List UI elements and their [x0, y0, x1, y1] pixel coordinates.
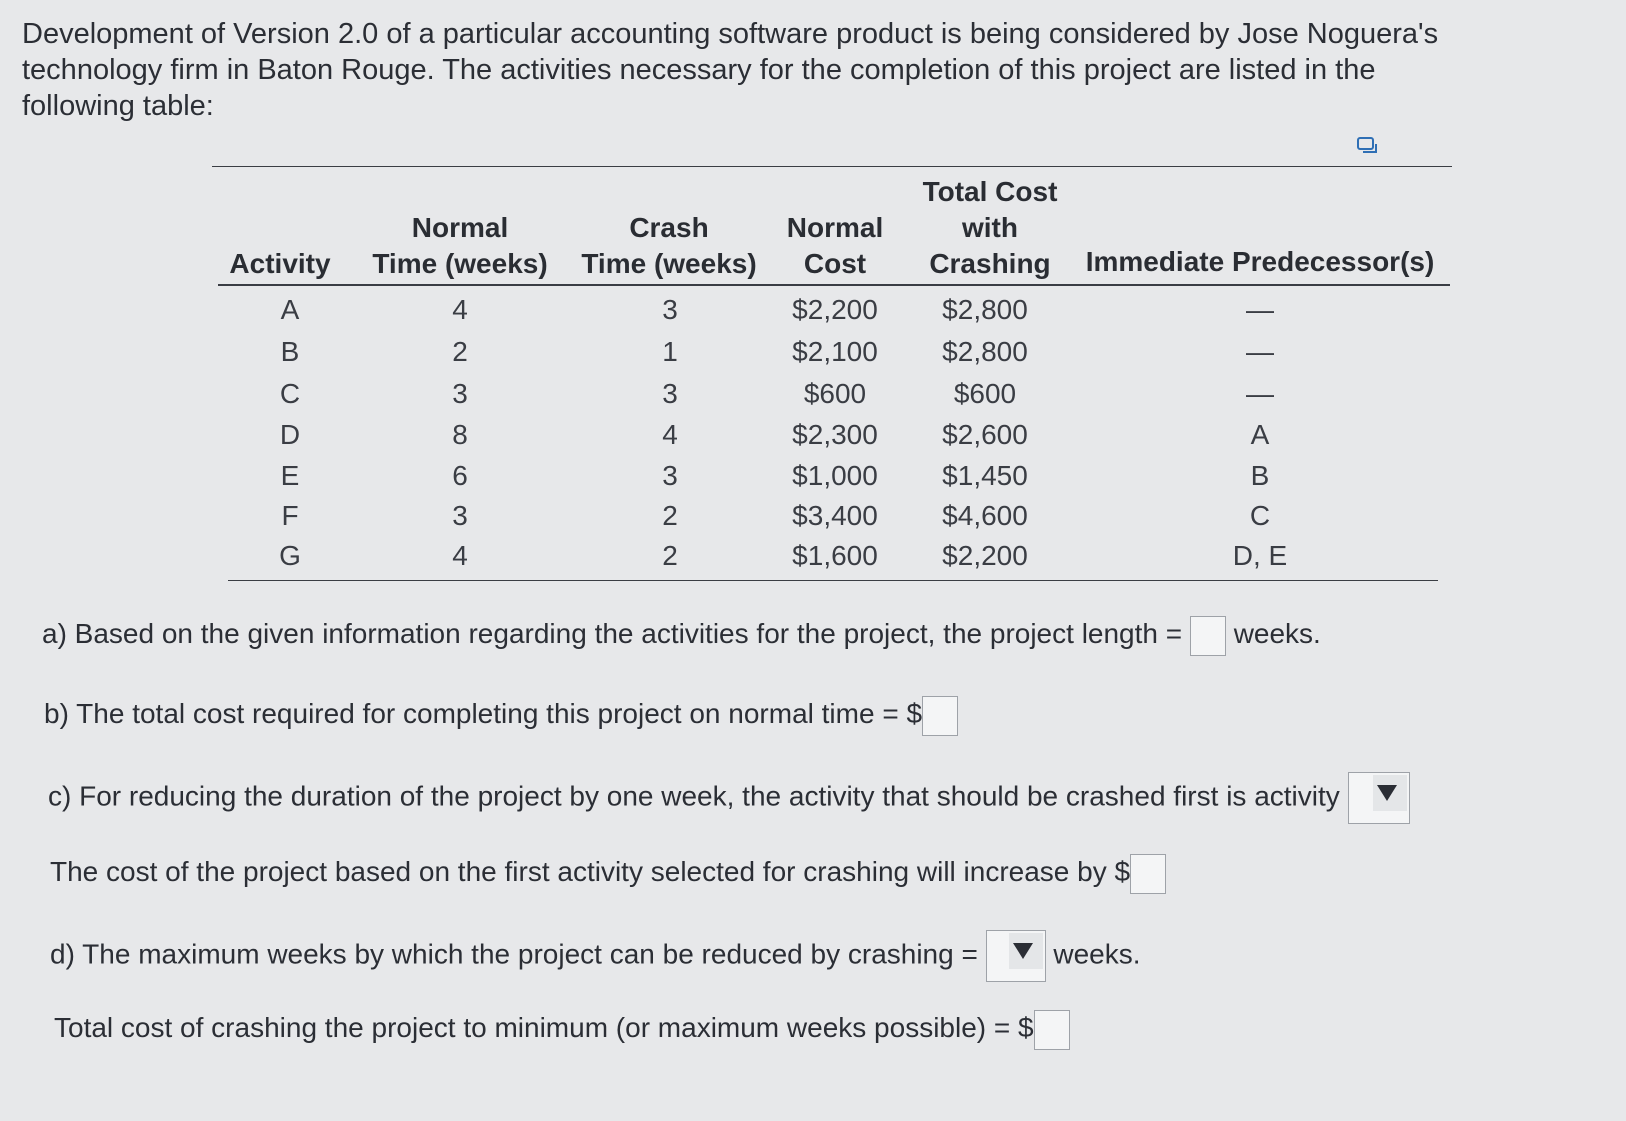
question-e	[54, 1008, 1070, 1050]
header-total-cost-line2: with	[962, 212, 1018, 243]
chevron-down-icon	[1013, 943, 1033, 959]
question-d	[50, 930, 1141, 982]
cell-total-cost: $4,600	[942, 500, 1028, 531]
cell-normal-time: 2	[452, 336, 468, 367]
cost-increase-input[interactable]	[1130, 854, 1166, 894]
cell-normal-cost: $2,100	[792, 336, 878, 367]
question-a-text: a) Based on the given information regarding the activities for the project, the project length =	[42, 618, 1183, 649]
cell-normal-time: 3	[452, 378, 468, 409]
cell-crash-time: 2	[662, 540, 678, 571]
question-a-suffix: weeks.	[1233, 618, 1321, 649]
cell-crash-time: 4	[662, 419, 678, 450]
table-header-rule	[218, 284, 1450, 286]
normal-cost-input[interactable]	[922, 696, 958, 736]
cell-normal-time: 6	[452, 460, 468, 491]
max-weeks-dropdown[interactable]	[986, 930, 1046, 982]
header-predecessors: Immediate Predecessor(s)	[1085, 246, 1435, 277]
cell-normal-time: 3	[452, 500, 468, 531]
cell-predecessors: C	[1249, 500, 1271, 531]
project-length-input[interactable]	[1190, 616, 1226, 656]
question-c	[48, 772, 1410, 824]
cell-normal-time: 8	[452, 419, 468, 450]
cell-activity: D	[279, 419, 301, 450]
header-crash-time-line2: Time (weeks)	[581, 248, 757, 279]
cell-normal-cost: $3,400	[792, 500, 878, 531]
cell-normal-cost: $1,000	[792, 460, 878, 491]
cell-predecessors: A	[1250, 419, 1270, 450]
cell-total-cost: $2,800	[942, 294, 1028, 325]
header-normal-time-line1: Normal	[411, 212, 509, 243]
question-b-text: b) The total cost required for completing this project on normal time = $	[44, 698, 923, 729]
cell-predecessors: D, E	[1232, 540, 1288, 571]
cell-total-cost: $2,800	[942, 336, 1028, 367]
crash-first-activity-dropdown[interactable]	[1348, 772, 1410, 824]
cell-total-cost: $2,600	[942, 419, 1028, 450]
header-activity: Activity	[229, 248, 331, 279]
cell-total-cost: $600	[953, 378, 1017, 409]
cell-activity: B	[280, 336, 300, 367]
question-c2-text: The cost of the project based on the first activity selected for crashing will increase by $	[50, 856, 1131, 887]
copy-icon[interactable]	[1357, 136, 1379, 156]
cell-crash-time: 2	[662, 500, 678, 531]
cell-normal-cost: $2,200	[792, 294, 878, 325]
header-total-cost-line1: Total Cost	[922, 176, 1058, 207]
cell-predecessors: —	[1246, 294, 1274, 325]
question-d-suffix: weeks.	[1053, 938, 1141, 970]
table-bottom-rule	[228, 580, 1438, 581]
cell-crash-time: 1	[662, 336, 678, 367]
total-crash-cost-input[interactable]	[1034, 1010, 1070, 1050]
header-total-cost-line3: Crashing	[929, 248, 1051, 279]
header-normal-cost-line2: Cost	[803, 248, 867, 279]
question-e-text: Total cost of crashing the project to minimum (or maximum weeks possible) = $	[54, 1012, 1034, 1043]
question-b	[44, 694, 958, 736]
cell-predecessors: —	[1246, 378, 1274, 409]
cell-crash-time: 3	[662, 460, 678, 491]
cell-activity: A	[280, 294, 300, 325]
question-d-text: d) The maximum weeks by which the project can be reduced by crashing =	[50, 938, 978, 970]
cell-activity: E	[280, 460, 300, 491]
table-top-rule	[212, 166, 1452, 167]
cell-activity: F	[281, 500, 299, 531]
question-c-text: c) For reducing the duration of the project by one week, the activity that should be crashed first is activity	[48, 780, 1340, 812]
header-normal-time-line2: Time (weeks)	[372, 248, 548, 279]
problem-intro: Development of Version 2.0 of a particular accounting software product is being considered by Jose Noguera's technology firm in Baton Rouge. The activities necessary for the completion of this project are listed in the following table:	[22, 18, 1439, 122]
cell-normal-cost: $1,600	[792, 540, 878, 571]
cell-total-cost: $1,450	[942, 460, 1028, 491]
cell-total-cost: $2,200	[942, 540, 1028, 571]
cell-crash-time: 3	[662, 378, 678, 409]
header-crash-time-line1: Crash	[629, 212, 709, 243]
cell-normal-time: 4	[452, 294, 468, 325]
chevron-down-icon	[1377, 785, 1397, 801]
cell-activity: G	[279, 540, 301, 571]
cell-predecessors: B	[1250, 460, 1270, 491]
cell-normal-cost: $600	[803, 378, 867, 409]
question-c2	[50, 852, 1166, 894]
header-normal-cost-line1: Normal	[786, 212, 884, 243]
cell-crash-time: 3	[662, 294, 678, 325]
cell-normal-time: 4	[452, 540, 468, 571]
question-a	[42, 614, 1321, 656]
cell-predecessors: —	[1246, 336, 1274, 367]
cell-activity: C	[279, 378, 301, 409]
cell-normal-cost: $2,300	[792, 419, 878, 450]
